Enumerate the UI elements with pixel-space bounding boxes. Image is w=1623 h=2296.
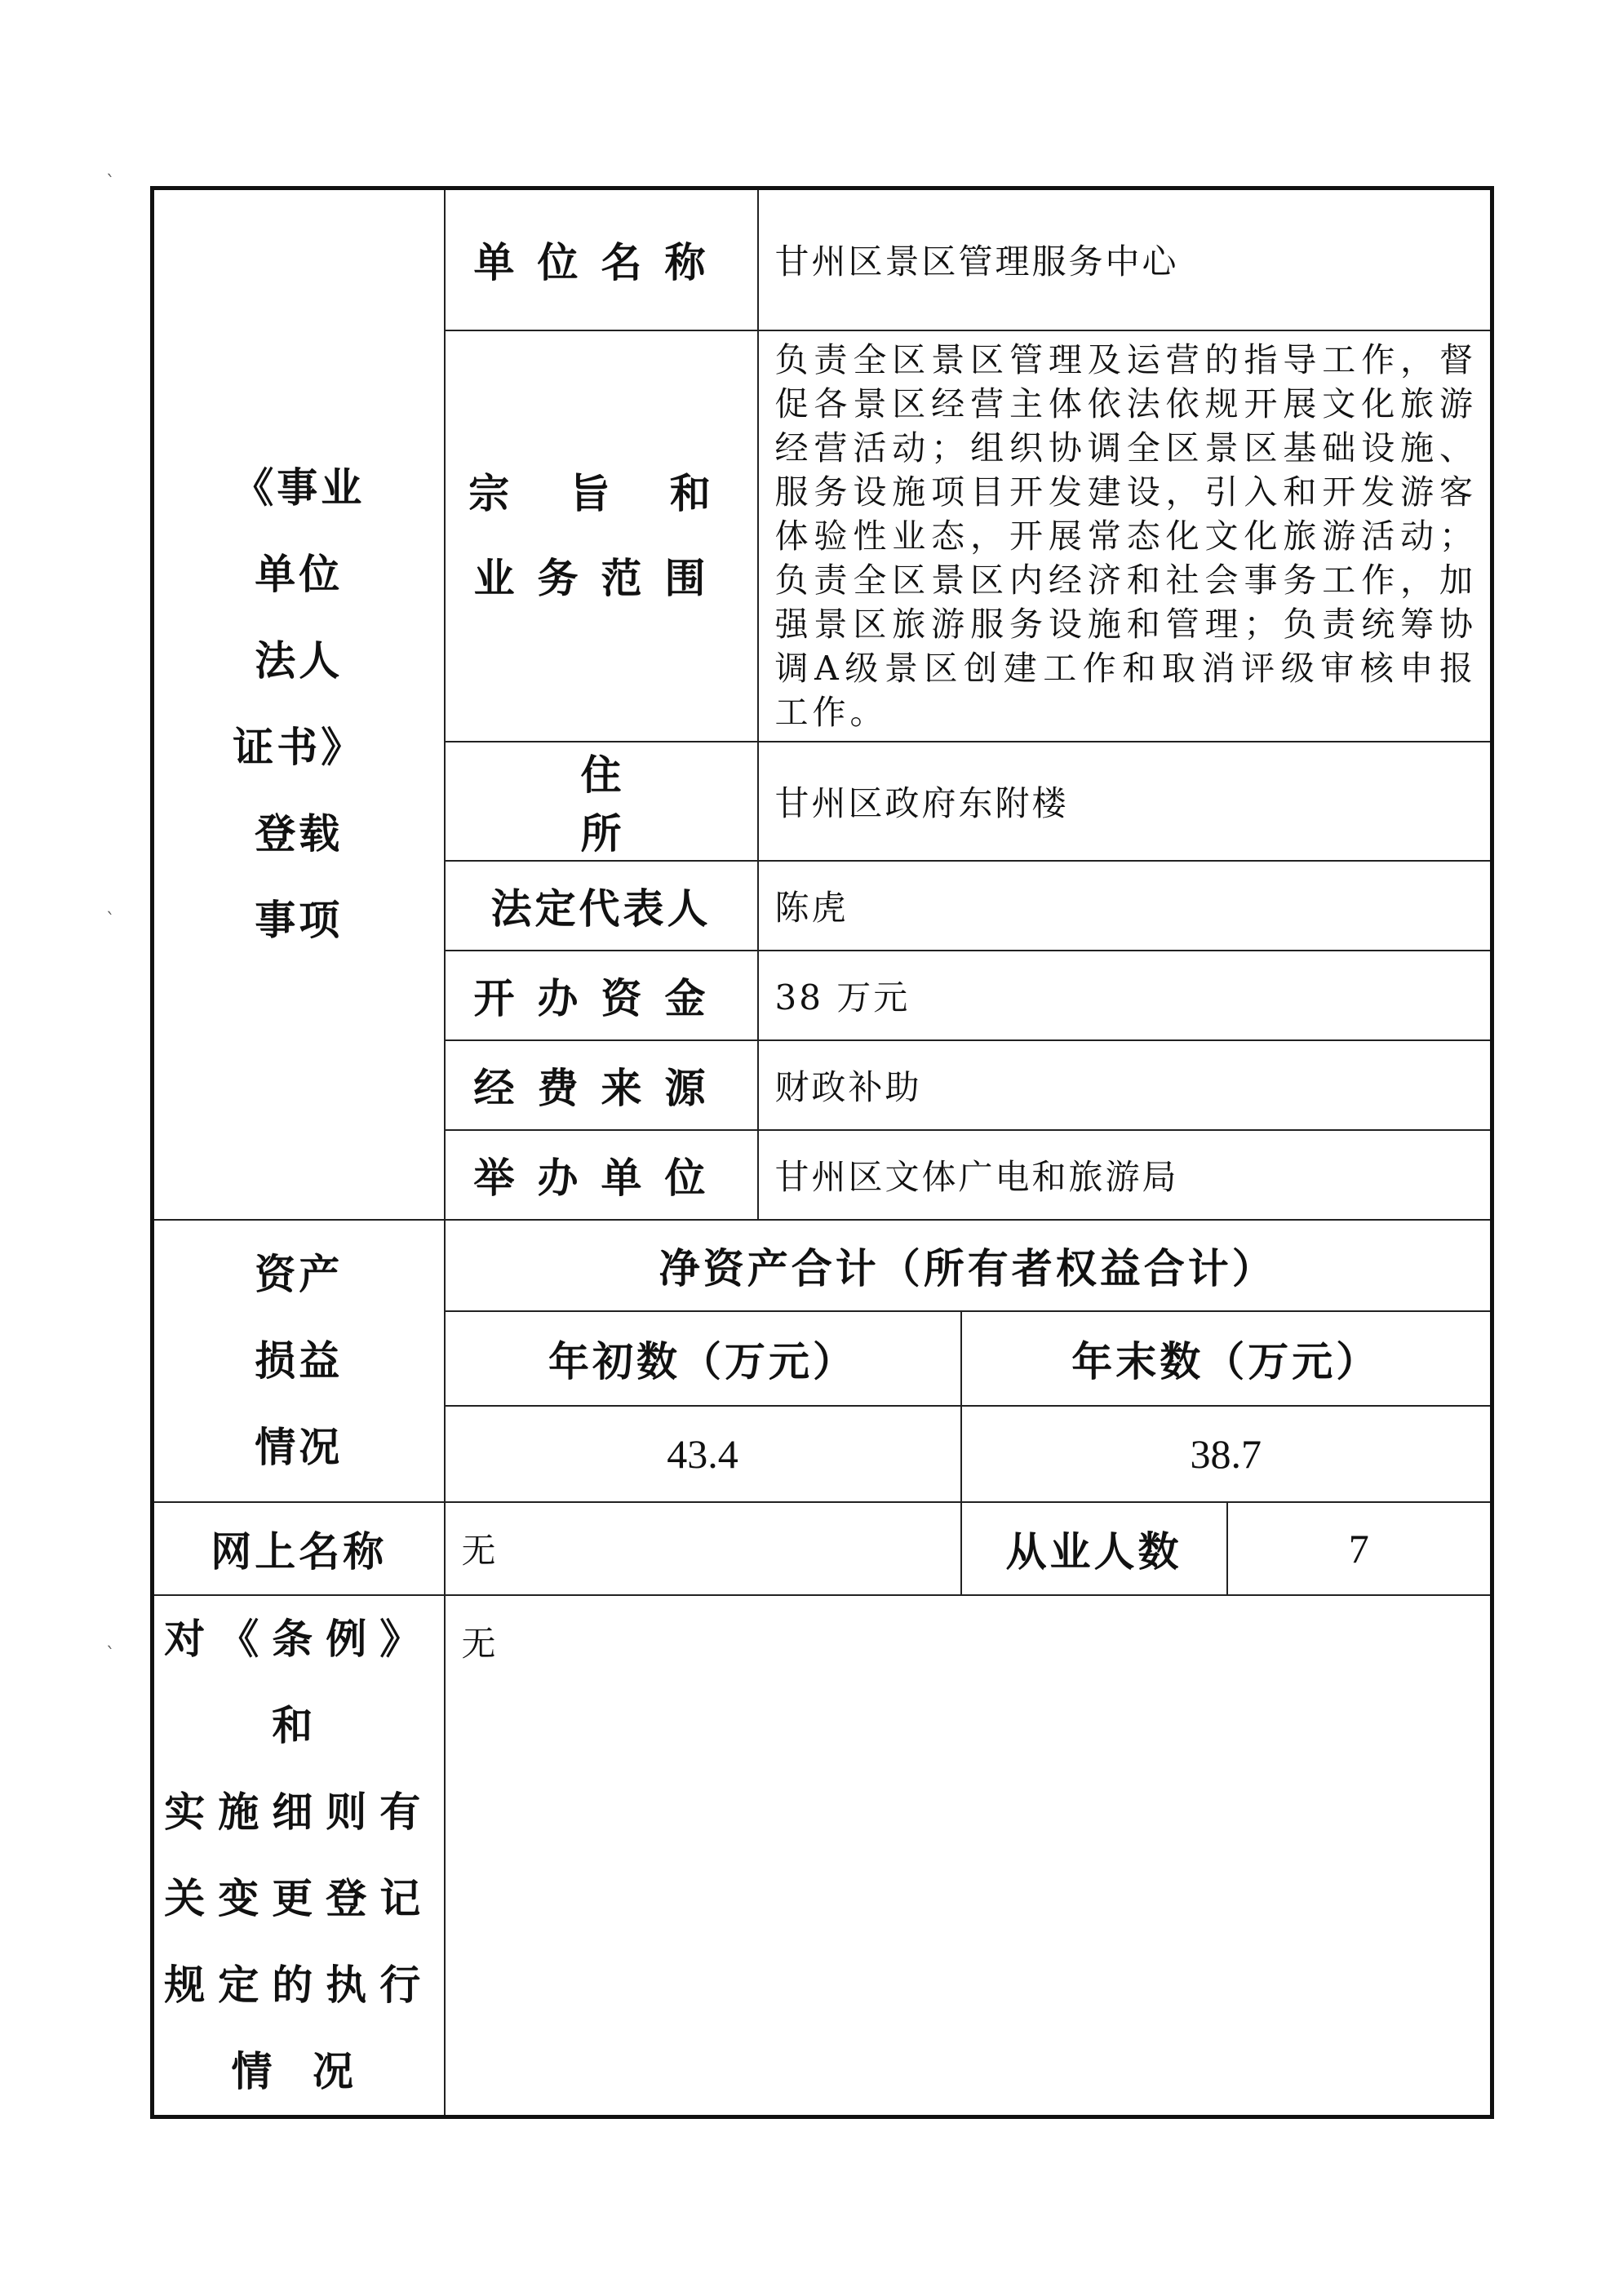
registration-section-heading bbox=[153, 188, 445, 1220]
compliance-row bbox=[153, 1595, 1492, 2117]
registration-heading-line: 事项 bbox=[255, 897, 344, 945]
assets-heading-line: 情况 bbox=[255, 1423, 344, 1471]
address-value: 甘州区政府东附楼 bbox=[758, 742, 1492, 861]
online-name-row bbox=[153, 1502, 1492, 1595]
sponsor-value: 甘州区文体广电和旅游局 bbox=[758, 1130, 1492, 1220]
purpose-label-line: 宗 旨 和 bbox=[468, 469, 734, 517]
compliance-heading-line: 情 况 bbox=[231, 2047, 366, 2095]
unit-name-row bbox=[153, 188, 1492, 330]
unit-name-label: 单位名称 bbox=[445, 188, 758, 330]
address-label: 住 所 bbox=[445, 742, 758, 861]
registration-heading-line: 单位 bbox=[255, 551, 344, 599]
sponsor-label: 举办单位 bbox=[445, 1130, 758, 1220]
online-name-value: 无 bbox=[445, 1502, 961, 1595]
registration-heading-line: 《事业 bbox=[233, 464, 366, 512]
purpose-value: 负责全区景区管理及运营的指导工作，督促各景区经营主体依法依规开展文化旅游经营活动；组织协调全区景区基础设施、服务设施项目开发建设，引入和开发游客体验性业态，开展常态化文化旅游活动；负责全区景区内经济和社会事务工作，加强景区旅游服务设施和管理；负责统筹协调A级景区创建工作和取消评级审核申报工作。 bbox=[758, 330, 1492, 742]
compliance-value: 无 bbox=[445, 1595, 1492, 2117]
funding-source-label: 经费来源 bbox=[445, 1040, 758, 1130]
scan-mark: ` bbox=[106, 1645, 115, 1665]
begin-of-year-label: 年初数（万元） bbox=[445, 1311, 961, 1406]
begin-of-year-value: 43.4 bbox=[445, 1406, 961, 1502]
registration-heading-line: 证书》 bbox=[233, 724, 366, 772]
staff-count-value: 7 bbox=[1227, 1502, 1492, 1595]
legal-representative-value: 陈虎 bbox=[758, 861, 1492, 951]
end-of-year-label: 年末数（万元） bbox=[961, 1311, 1492, 1406]
staff-count-label: 从业人数 bbox=[961, 1502, 1227, 1595]
capital-label: 开办资金 bbox=[445, 951, 758, 1040]
assets-heading-line: 损益 bbox=[255, 1336, 344, 1385]
scan-mark: ` bbox=[106, 173, 115, 193]
net-assets-label: 净资产合计（所有者权益合计） bbox=[445, 1220, 1492, 1311]
unit-name-value: 甘州区景区管理服务中心 bbox=[758, 188, 1492, 330]
compliance-heading-line: 对《条例》和 bbox=[164, 1615, 434, 1749]
purpose-label bbox=[445, 330, 758, 742]
registration-heading-line: 法人 bbox=[255, 637, 344, 685]
online-name-label: 网上名称 bbox=[153, 1502, 445, 1595]
end-of-year-value: 38.7 bbox=[961, 1406, 1492, 1502]
compliance-heading bbox=[153, 1595, 445, 2117]
compliance-heading-line: 规定的执行 bbox=[164, 1961, 434, 2009]
assets-heading-line: 资产 bbox=[255, 1250, 344, 1298]
compliance-heading-line: 实施细则有 bbox=[164, 1788, 434, 1836]
purpose-label-line: 业务范围 bbox=[473, 554, 729, 602]
legal-representative-label: 法定代表人 bbox=[445, 861, 758, 951]
funding-source-value: 财政补助 bbox=[758, 1040, 1492, 1130]
capital-value: 38 万元 bbox=[758, 951, 1492, 1040]
compliance-heading-line: 关变更登记 bbox=[164, 1874, 434, 1922]
net-assets-row bbox=[153, 1220, 1492, 1311]
registration-form-table bbox=[150, 186, 1494, 2119]
registration-heading-line: 登载 bbox=[255, 810, 344, 858]
scan-mark: ` bbox=[106, 911, 115, 931]
assets-section-heading bbox=[153, 1220, 445, 1502]
